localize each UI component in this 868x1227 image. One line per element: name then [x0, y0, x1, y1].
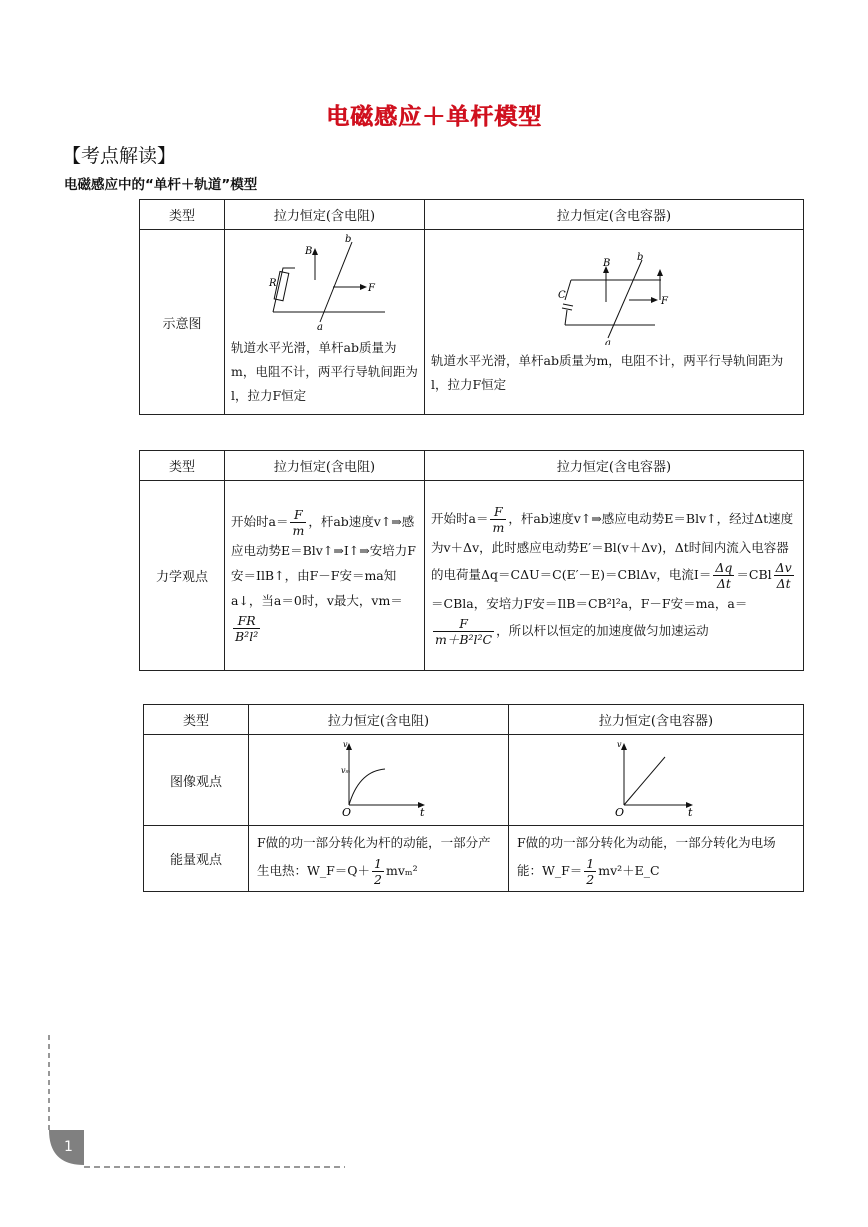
col-capacitor: 拉力恒定(含电容器)	[425, 200, 804, 230]
capacitor-circuit-diagram	[425, 230, 803, 345]
resistor-diagram-cell	[225, 230, 425, 415]
col-type: 类型	[140, 200, 225, 230]
cap-label-b: b	[637, 252, 644, 263]
resistor-vt-graph	[249, 735, 508, 821]
text-part: mv²＋E_C	[598, 863, 660, 878]
fraction: $\frac{1}{2}$	[586, 856, 595, 887]
capacitor-mechanics	[425, 481, 804, 671]
capacitor-description: 轨道水平光滑，单杆ab质量为m，电阻不计，两平行导轨间距为l，拉力F恒定	[431, 353, 784, 392]
cap-label-C: C	[558, 290, 566, 301]
col-type: 类型	[144, 705, 249, 735]
section-heading: 【考点解读】	[62, 145, 177, 167]
label-vm: vₘ	[341, 766, 351, 775]
cap-label-B: B	[603, 258, 611, 269]
fraction: $\frac{F}{\text{m＋B²l²C}}$	[435, 616, 493, 647]
cap-label-a: a	[605, 338, 611, 345]
axis-label-v: v	[617, 740, 622, 749]
text-part: ，杆ab速度v↑⇒感应电动势E＝Blv↑，经过Δt速度为v＋Δv，此时感应电动势E′＝Bl(v＋Δv)，Δt时间内流入电容器的电荷量Δq＝CΔU＝C(E′－E)＝CBlΔv，电流I＝	[431, 511, 794, 582]
fraction: $\frac{FR}{\text{B²l²}}$	[235, 613, 259, 644]
page-corner-decoration	[40, 1030, 360, 1180]
fraction: $\frac{F}{m}$	[292, 507, 305, 538]
resistor-energy	[249, 826, 509, 892]
col-capacitor: 拉力恒定(含电容器)	[509, 705, 804, 735]
capacitor-graph-cell	[509, 735, 804, 826]
graph-energy-table	[143, 704, 804, 892]
text-part: 开始时a＝	[231, 514, 289, 529]
fraction: $\frac{1}{2}$	[374, 856, 382, 887]
page-title: 电磁感应＋单杆模型	[326, 104, 542, 130]
label-b: b	[345, 234, 352, 245]
capacitor-energy	[509, 826, 804, 892]
text-part: mvₘ²	[385, 863, 418, 878]
fraction: $\frac{F}{m}$	[492, 504, 505, 535]
mechanics-table	[139, 450, 804, 671]
resistor-circuit-diagram	[225, 230, 424, 332]
col-resistor: 拉力恒定(含电阻)	[225, 200, 425, 230]
row-label-diagram: 示意图	[140, 230, 225, 415]
row-label-energy: 能量观点	[144, 826, 249, 892]
col-capacitor: 拉力恒定(含电容器)	[425, 451, 804, 481]
row-label-graph: 图像观点	[144, 735, 249, 826]
text-part: F做的功一部分转化为动能，一部分转化为电场能：W_F＝	[517, 835, 776, 878]
axis-label-t: t	[420, 806, 425, 819]
origin-label: O	[342, 806, 352, 819]
origin-label: O	[615, 806, 625, 819]
label-B: B	[305, 246, 313, 257]
label-F: F	[368, 283, 375, 294]
col-resistor: 拉力恒定(含电阻)	[225, 451, 425, 481]
text-part: ＝CBla，安培力F安＝IlB＝CB²l²a，F－F安＝ma，a＝	[431, 596, 748, 611]
subheading: 电磁感应中的“单杆＋轨道”模型	[64, 177, 258, 193]
label-R: R	[269, 278, 277, 289]
text-part: ，杆ab速度v↑⇒感应电动势E＝Blv↑⇒I↑⇒安培力F安＝IlB↑，由F－F安＝ma知a↓，当a＝0时，v最大，vm＝	[231, 514, 416, 608]
resistor-mechanics	[225, 481, 425, 671]
capacitor-diagram-cell	[425, 230, 804, 415]
row-label-mechanics: 力学观点	[140, 481, 225, 671]
resistor-description: 轨道水平光滑，单杆ab质量为m，电阻不计，两平行导轨间距为l，拉力F恒定	[231, 340, 418, 403]
text-part: 开始时a＝	[431, 511, 489, 526]
diagram-table	[139, 199, 804, 415]
label-a: a	[317, 322, 323, 332]
text-part: F做的功一部分转化为杆的动能，一部分产生电热：W_F＝Q＋	[257, 835, 491, 878]
text-part: ＝CBl	[736, 567, 772, 582]
col-resistor: 拉力恒定(含电阻)	[249, 705, 509, 735]
axis-label-v: v	[343, 740, 348, 749]
col-type: 类型	[140, 451, 225, 481]
page-number: 1	[64, 1139, 73, 1155]
capacitor-vt-graph	[509, 735, 803, 821]
text-part: ，所以杆以恒定的加速度做匀加速运动	[496, 623, 709, 638]
fraction: $\frac{\Delta q}{\Delta t}$	[715, 560, 733, 591]
fraction: $\frac{\Delta v}{\Delta t}$	[775, 560, 792, 591]
axis-label-t: t	[688, 806, 693, 819]
resistor-graph-cell	[249, 735, 509, 826]
cap-label-F: F	[661, 296, 668, 307]
